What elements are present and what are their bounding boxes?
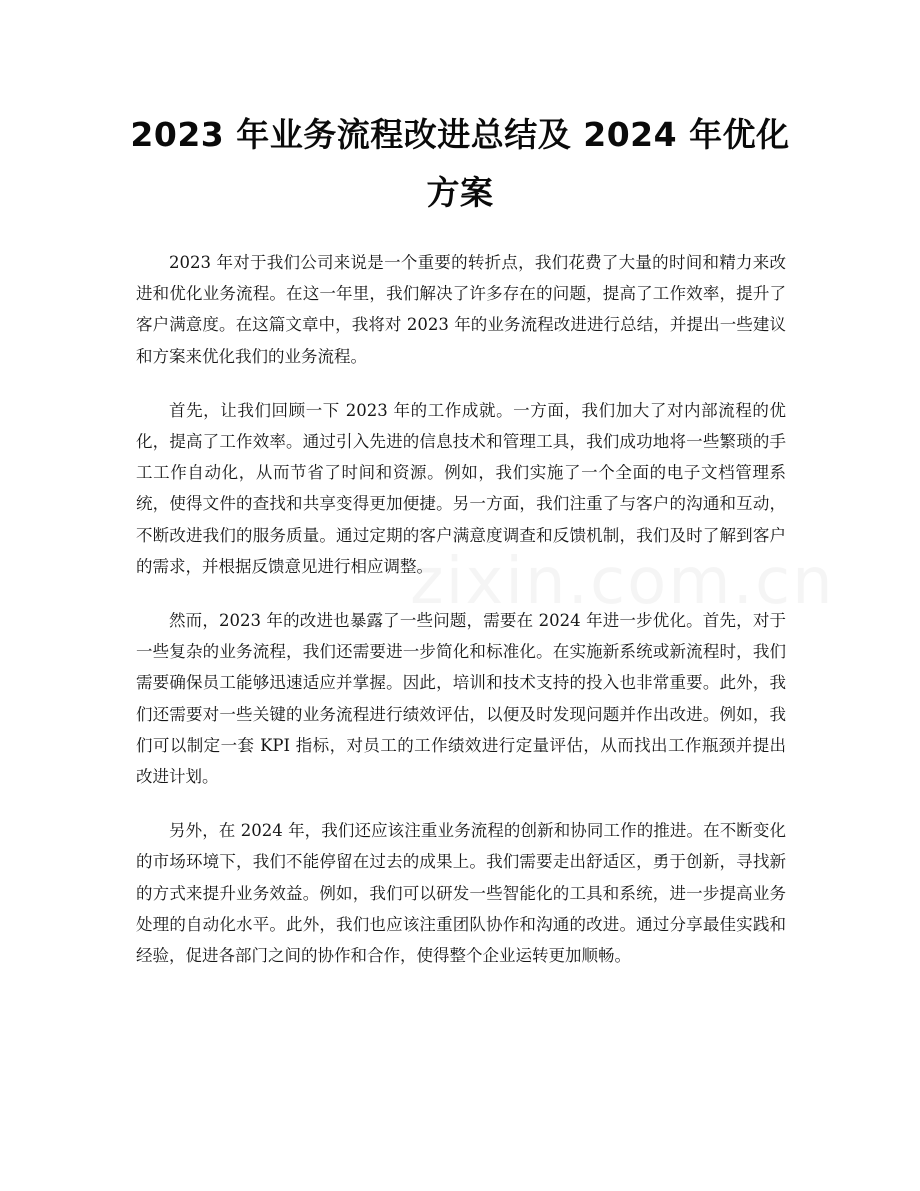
paragraph-2: 首先，让我们回顾一下 2023 年的工作成就。一方面，我们加大了对内部流程的优化，提高了工作效率。通过引入先进的信息技术和管理工具，我们成功地将一些繁琐的手工工作自动化，从而节省了时间和资源。例如，我们实施了一个全面的电子文档管理系统，使得文件的查找和共享变得更加便捷。另一方面，我们注重了与客户的沟通和互动，不断改进我们的服务质量。通过定期的客户满意度调查和反馈机制，我们及时了解到客户的需求，并根据反馈意见进行相应调整。 — [136, 400, 786, 576]
paragraph-1: 2023 年对于我们公司来说是一个重要的转折点，我们花费了大量的时间和精力来改进和优化业务流程。在这一年里，我们解决了许多存在的问题，提高了工作效率，提升了客户满意度。在这篇文章中，我将对 2023 年的业务流程改进进行总结，并提出一些建议和方案来优化我们的业务流程。 — [136, 253, 786, 366]
paragraph-4: 另外，在 2024 年，我们还应该注重业务流程的创新和协同工作的推进。在不断变化的市场环境下，我们不能停留在过去的成果上。我们需要走出舒适区，勇于创新，寻找新的方式来提升业务效益。例如，我们可以研发一些智能化的工具和系统，进一步提高业务处理的自动化水平。此外，我们也应该注重团队协作和沟通的改进。通过分享最佳实践和经验，促进各部门之间的协作和合作，使得整个企业运转更加顺畅。 — [136, 821, 786, 966]
paragraph-3: 然而，2023 年的改进也暴露了一些问题，需要在 2024 年进一步优化。首先，对于一些复杂的业务流程，我们还需要进一步简化和标准化。在实施新系统或新流程时，我们需要确保员工能够迅速适应并掌握。因此，培训和技术支持的投入也非常重要。此外，我们还需要对一些关键的业务流程进行绩效评估，以便及时发现问题并作出改进。例如，我们可以制定一套 KPI 指标，对员工的工作绩效进行定量评估，从而找出工作瓶颈并提出改进计划。 — [136, 611, 786, 787]
document-body — [136, 247, 786, 994]
document-title: 2023 年业务流程改进总结及 2024 年优化方案 — [130, 115, 790, 212]
